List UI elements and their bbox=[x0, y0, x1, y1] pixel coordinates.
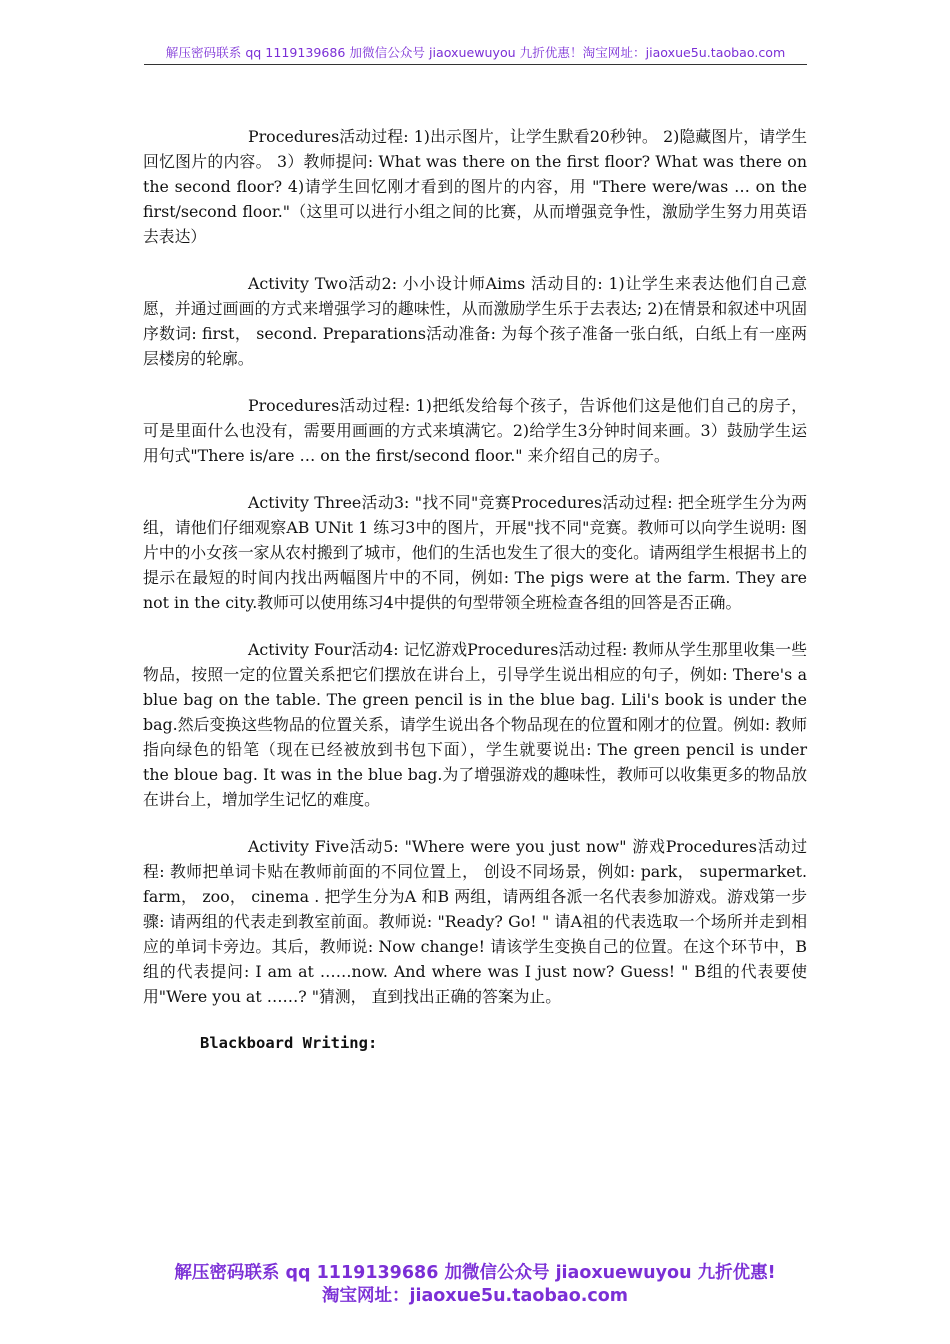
footer-line-contact: 解压密码联系 qq 1119139686 加微信公众号 jiaoxuewuyou 九折优惠! bbox=[174, 1263, 776, 1283]
paragraph-procedures-1: Procedures活动过程: 1)出示图片，让学生默看20秒钟。 2)隐藏图片，请学生回忆图片的内容。 3）教师提问: What was there on the first floor? What was there on the second floor? 4)请学生回忆刚才看到的图片的内容，用 "There were/was … on the first/second floor."（这里可以进行小组之间的比赛，从而增强竞争性，激励学生努力用英语去表达） bbox=[143, 127, 807, 246]
paragraph-activity-five: Activity Five活动5: "Where were you just now" 游戏Procedures活动过程: 教师把单词卡贴在教师前面的不同位置上， 创设不同场景，例如: park， supermarket. farm， zoo， cinema . 把学生分为A 和B 两组，请两组各派一名代表参加游戏。游戏第一步骤: 请两组的代表走到教室前面。教师说: "Ready? Go! " 请A祖的代表选取一个场所并走到相应的单词卡旁边。其后，教师说: Now change! 请该学生变换自己的位置。在这个环节中，B组的代表提问: I am at ……now. And where was I just now? Guess! " B组的代表要使用"Were you at ……? "猜测， 直到找出正确的答案为止。 bbox=[143, 837, 807, 1006]
paragraph-activity-four: Activity Four活动4: 记忆游戏Procedures活动过程: 教师从学生那里收集一些物品，按照一定的位置关系把它们摆放在讲台上，引导学生说出相应的句子，例如: There's a blue bag on the table. The green pencil is in the blue bag. Lili's book is under the bag.然后变换这些物品的位置关系，请学生说出各个物品现在的位置和刚才的位置。例如: 教师指向绿色的铅笔（现在已经被放到书包下面），学生就要说出: The green pencil is under the bloue bag. It was in the blue bag.为了增强游戏的趣味性，教师可以收集更多的物品放在讲台上，增加学生记忆的难度。 bbox=[143, 640, 807, 809]
footer-line-shop: 淘宝网址：jiaoxue5u.taobao.com bbox=[321, 1286, 629, 1306]
document-body bbox=[143, 124, 807, 1056]
paragraph-activity-three: Activity Three活动3: "找不同"竞赛Procedures活动过程: 把全班学生分为两组，请他们仔细观察AB UNit 1 练习3中的图片，开展"找不同"竞赛。教师可以向学生说明: 图片中的小女孩一家从农村搬到了城市，他们的生活也发生了很大的变化。请两组学生根据书上的提示在最短的时间内找出两幅图片中的不同，例如: The pigs were at the farm. They are not in the city.教师可以使用练习4中提供的句型带领全班检查各组的回答是否正确。 bbox=[143, 493, 807, 612]
paragraph-procedures-2: Procedures活动过程: 1)把纸发给每个孩子，告诉他们这是他们自己的房子，可是里面什么也没有，需要用画画的方式来填满它。2)给学生3分钟时间来画。3）鼓励学生运用句式"There is/are … on the first/second floor." 来介绍自己的房子。 bbox=[143, 396, 807, 465]
page-footer-watermark bbox=[60, 1262, 890, 1308]
page-header-watermark: 解压密码联系 qq 1119139686 加微信公众号 jiaoxuewuyou 九折优惠！淘宝网址：jiaoxue5u.taobao.com bbox=[144, 44, 807, 65]
paragraph-activity-two: Activity Two活动2: 小小设计师Aims 活动目的: 1)让学生来表达他们自己意愿，并通过画画的方式来增强学习的趣味性，从而激励学生乐于去表达; 2)在情景和叙述中巩固序数词: first， second. Preparations活动准备: 为每个孩子准备一张白纸，白纸上有一座两层楼房的轮廓。 bbox=[143, 274, 807, 368]
blackboard-writing-heading: Blackboard Writing: bbox=[200, 1034, 378, 1052]
